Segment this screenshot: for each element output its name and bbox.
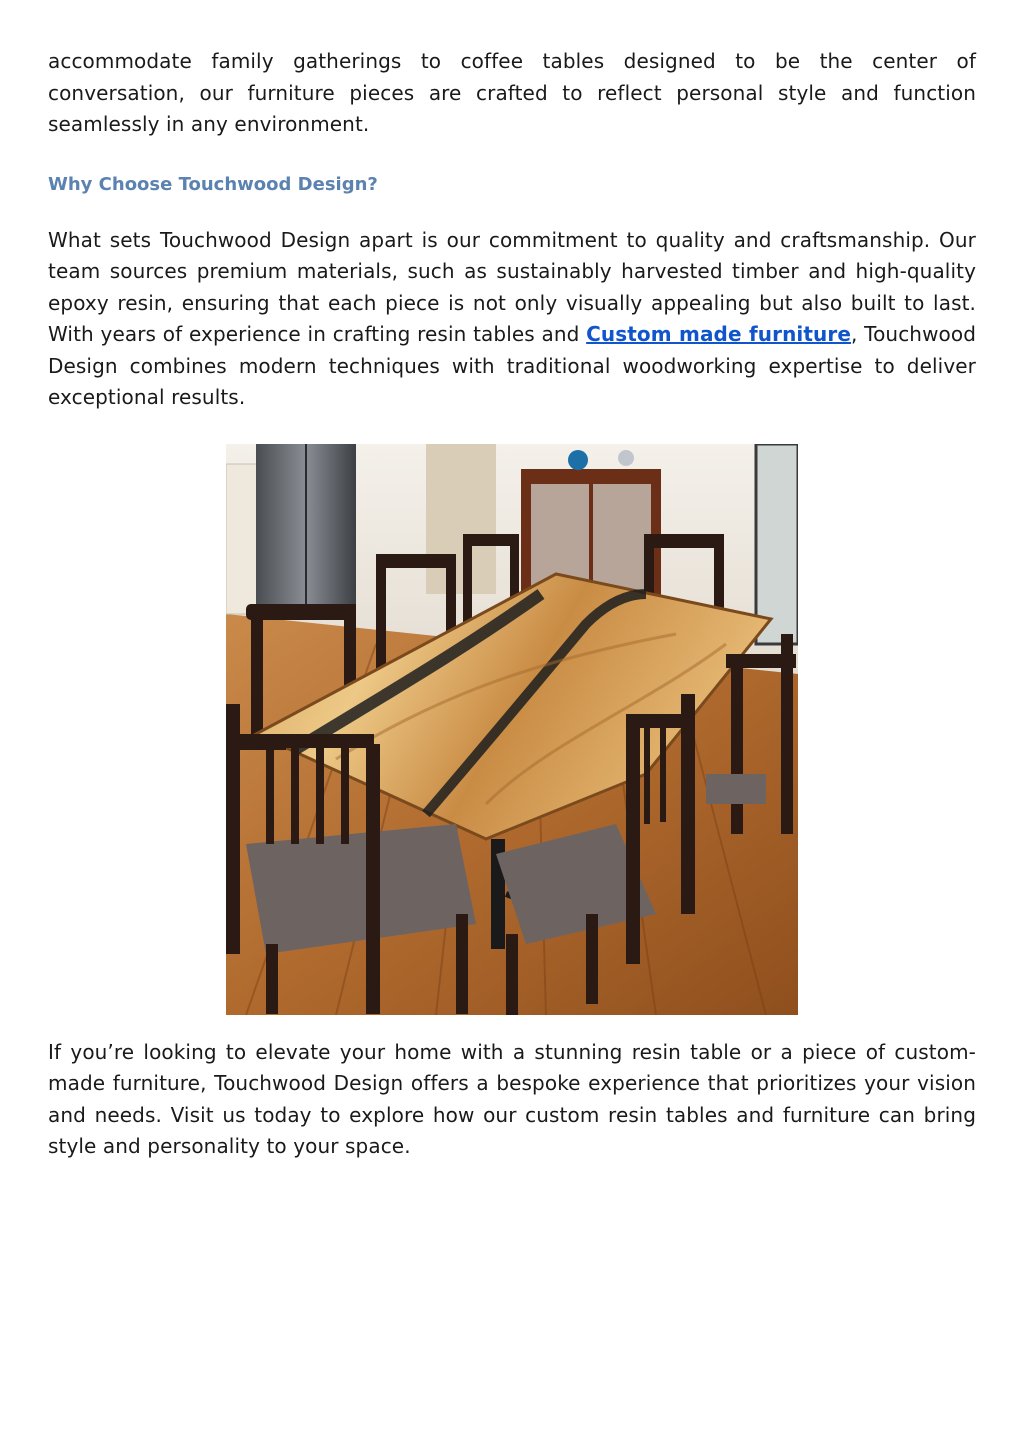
doorway	[426, 444, 496, 594]
body-text-after-link: , Touchwood Design combines modern techniques with traditional woodworking expertise to deliver exceptional results.	[48, 322, 977, 409]
custom-made-furniture-link[interactable]: Custom made furniture	[586, 322, 851, 346]
section-heading: Why Choose Touchwood Design?	[48, 173, 378, 195]
intro-paragraph: accommodate family gatherings to coffee tables designed to be the center of conversation, our furniture pieces are crafted to reflect personal style and function seamlessly in any environment.	[48, 49, 976, 136]
closing-paragraph: If you’re looking to elevate your home with a stunning resin table or a piece of custom-made furniture, Touchwood Design offers a bespoke experience that prioritizes your vision and needs. Visit us today to explore how our custom resin tables and furniture can bring style and personality to your space.	[48, 1039, 976, 1158]
window	[756, 444, 798, 644]
body-paragraph	[48, 225, 976, 414]
document-page	[48, 46, 976, 1163]
body-text-before-link: What sets Touchwood Design apart is our commitment to quality and craftsmanship. Our team sources premium materials, such as sustainably harvested timber and high-quality epoxy resin, ensuring that each piece is not only visually appealing but also built to last. With years of experience in crafting resin tables and	[48, 227, 976, 346]
resin-dining-table-photo	[226, 444, 798, 1015]
